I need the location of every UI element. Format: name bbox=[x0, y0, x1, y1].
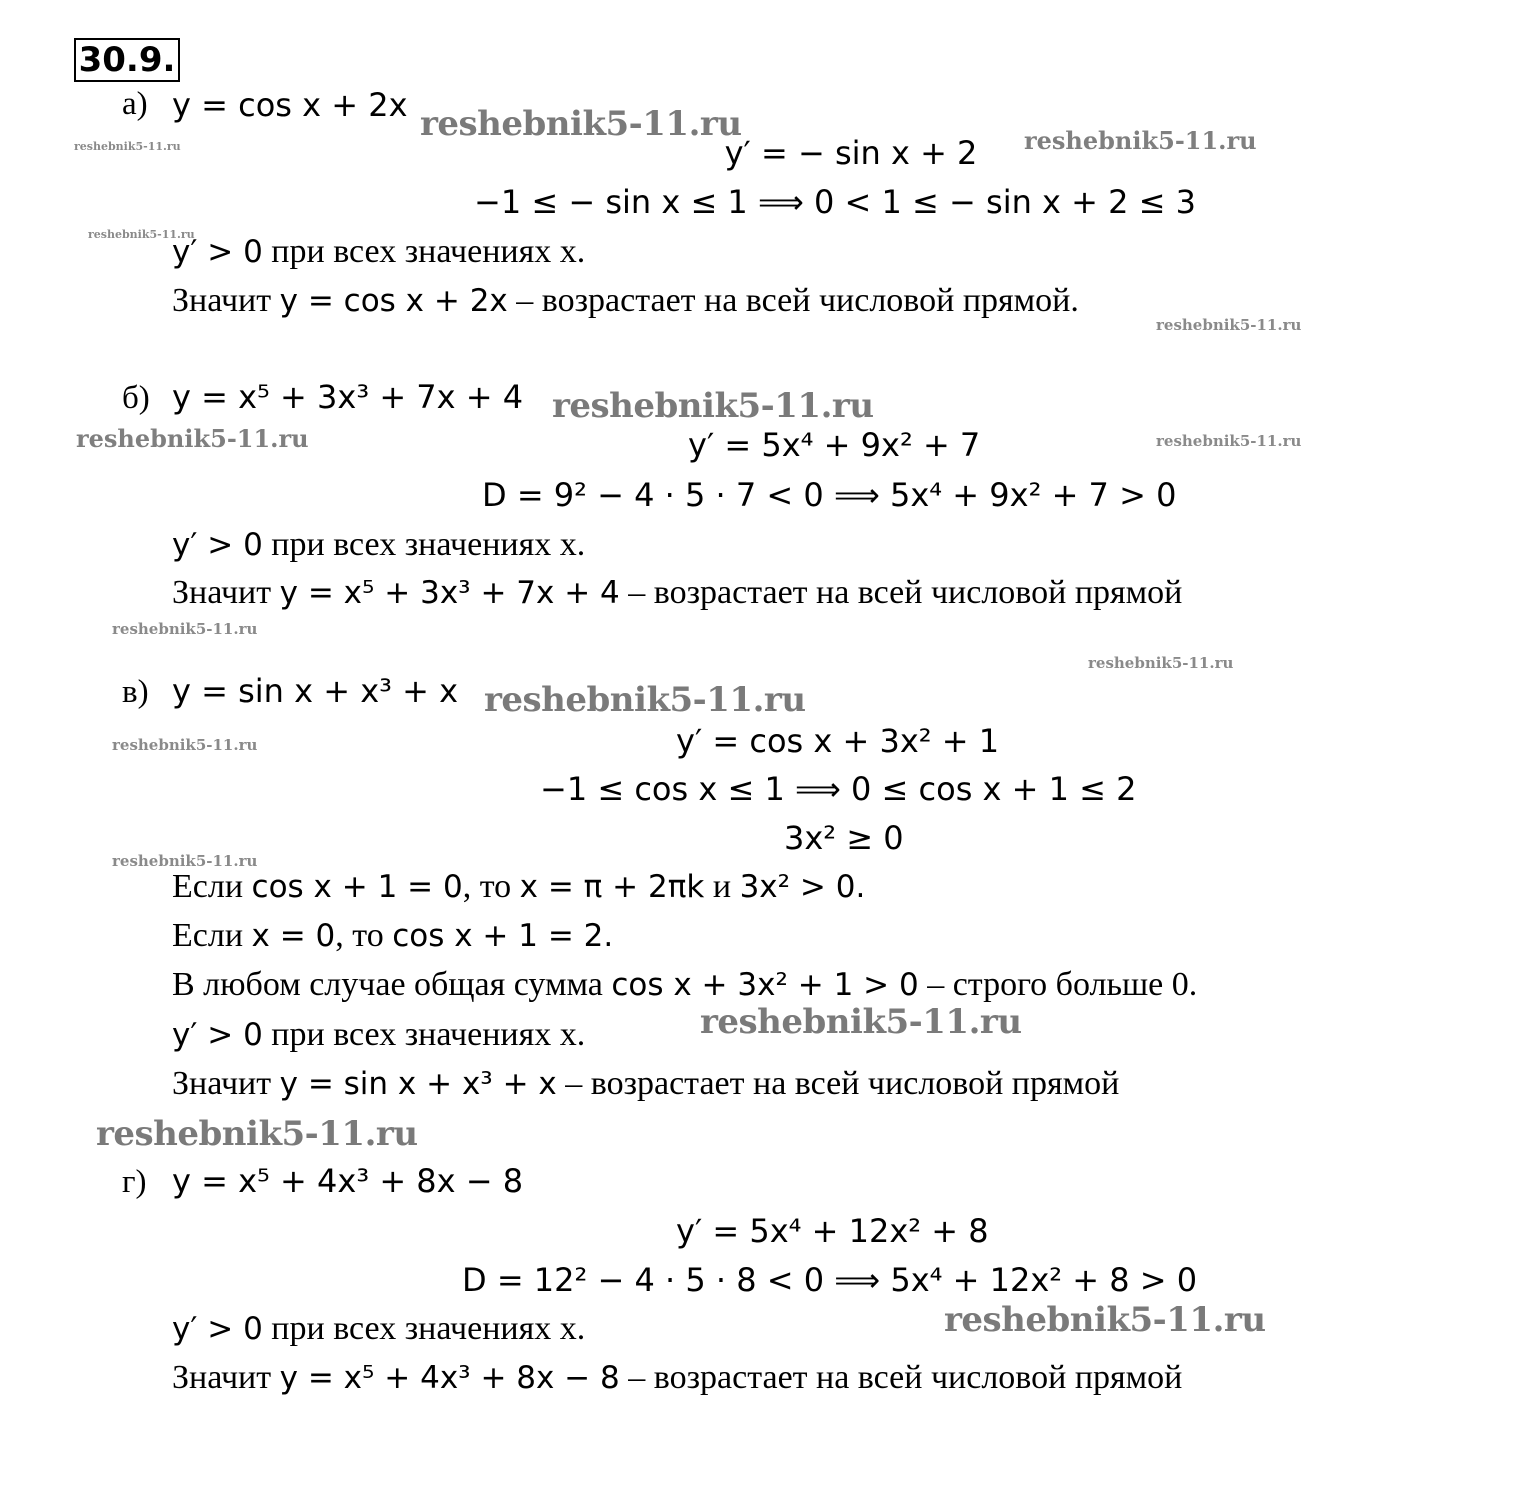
watermark: reshebnik5-11.ru bbox=[944, 1300, 1266, 1340]
watermark: reshebnik5-11.ru bbox=[1156, 432, 1302, 450]
part-b-label: б) bbox=[122, 380, 150, 416]
watermark: reshebnik5-11.ru bbox=[552, 386, 874, 426]
part-v-function: y = sin x + x³ + x bbox=[172, 672, 459, 710]
note-1-math-f: 3x² > 0. bbox=[739, 869, 866, 905]
watermark: reshebnik5-11.ru bbox=[1156, 316, 1302, 334]
watermark: reshebnik5-11.ru bbox=[74, 140, 181, 153]
part-v-note-3 bbox=[172, 966, 1197, 1004]
part-b-conclusion bbox=[172, 574, 1182, 612]
part-v-note-1 bbox=[172, 868, 865, 906]
part-b-positive-math: y′ > 0 bbox=[172, 527, 263, 563]
part-a-derivative: y′ = − sin x + 2 bbox=[724, 134, 978, 172]
part-v-step-1: −1 ≤ cos x ≤ 1 ⟹ 0 ≤ cos x + 1 ≤ 2 bbox=[540, 770, 1137, 808]
part-v-derivative: y′ = cos x + 3x² + 1 bbox=[676, 722, 1000, 760]
part-g-positive-text: при всех значениях x. bbox=[262, 1310, 586, 1347]
note-2-text-c: , то bbox=[335, 917, 393, 954]
watermark: reshebnik5-11.ru bbox=[112, 736, 258, 754]
part-v-positive-text: при всех значениях x. bbox=[262, 1016, 586, 1053]
part-g-step-1: D = 12² − 4 · 5 · 8 < 0 ⟹ 5x⁴ + 12x² + 8 > 0 bbox=[462, 1261, 1198, 1299]
note-3-text-c: – строго больше 0. bbox=[918, 966, 1198, 1003]
part-v-step-2: 3x² ≥ 0 bbox=[784, 819, 904, 857]
watermark: reshebnik5-11.ru bbox=[1024, 126, 1257, 155]
watermark: reshebnik5-11.ru bbox=[112, 852, 258, 870]
note-1-math-d: x = π + 2πk bbox=[519, 869, 705, 905]
part-g-derivative: y′ = 5x⁴ + 12x² + 8 bbox=[676, 1212, 989, 1250]
part-a-conclusion-prefix: Значит bbox=[172, 282, 280, 319]
note-2-math-b: x = 0 bbox=[251, 918, 336, 954]
part-b-conclusion-suffix: – возрастает на всей числовой прямой bbox=[619, 574, 1183, 611]
part-g-conclusion-suffix: – возрастает на всей числовой прямой bbox=[619, 1359, 1183, 1396]
part-g-label: г) bbox=[122, 1164, 147, 1200]
part-v-label: в) bbox=[122, 674, 149, 710]
part-b-positive bbox=[172, 526, 585, 564]
part-a-positive-math: y′ > 0 bbox=[172, 234, 263, 270]
part-a-positive-text: при всех значениях x. bbox=[262, 233, 586, 270]
part-v-positive-math: y′ > 0 bbox=[172, 1017, 263, 1053]
watermark: reshebnik5-11.ru bbox=[96, 1114, 418, 1154]
part-g-conclusion-prefix: Значит bbox=[172, 1359, 280, 1396]
note-1-text-a: Если bbox=[172, 868, 252, 905]
part-b-function: y = x⁵ + 3x³ + 7x + 4 bbox=[172, 378, 524, 416]
watermark: reshebnik5-11.ru bbox=[88, 228, 195, 241]
note-1-text-e: и bbox=[704, 868, 740, 905]
part-v-conclusion bbox=[172, 1065, 1119, 1103]
part-v-conclusion-func: y = sin x + x³ + x bbox=[279, 1066, 557, 1102]
part-a-conclusion-suffix: – возрастает на всей числовой прямой. bbox=[507, 282, 1079, 319]
part-v-note-2 bbox=[172, 917, 613, 955]
watermark: reshebnik5-11.ru bbox=[700, 1002, 1022, 1042]
part-a-conclusion-func: y = cos x + 2x bbox=[279, 283, 508, 319]
note-3-text-a: В любом случае общая сумма bbox=[172, 966, 612, 1003]
note-3-math-b: cos x + 3x² + 1 > 0 bbox=[611, 967, 919, 1003]
part-g-positive-math: y′ > 0 bbox=[172, 1311, 263, 1347]
note-2-math-d: cos x + 1 = 2. bbox=[392, 918, 614, 954]
part-g-conclusion-func: y = x⁵ + 4x³ + 8x − 8 bbox=[279, 1360, 620, 1396]
watermark: reshebnik5-11.ru bbox=[1088, 654, 1234, 672]
part-b-positive-text: при всех значениях x. bbox=[262, 526, 586, 563]
part-b-step-1: D = 9² − 4 · 5 · 7 < 0 ⟹ 5x⁴ + 9x² + 7 > 0 bbox=[482, 476, 1177, 514]
part-a-label: а) bbox=[122, 86, 148, 122]
note-1-math-b: cos x + 1 = 0 bbox=[251, 869, 463, 905]
part-a-positive bbox=[172, 233, 585, 271]
part-b-conclusion-prefix: Значит bbox=[172, 574, 280, 611]
part-g-function: y = x⁵ + 4x³ + 8x − 8 bbox=[172, 1162, 524, 1200]
part-a-step-1: −1 ≤ − sin x ≤ 1 ⟹ 0 < 1 ≤ − sin x + 2 ≤ 3 bbox=[474, 183, 1196, 221]
problem-number: 30.9. bbox=[74, 38, 180, 82]
part-a-conclusion bbox=[172, 282, 1079, 320]
watermark: reshebnik5-11.ru bbox=[484, 680, 806, 720]
part-a-function: y = cos x + 2x bbox=[172, 86, 408, 124]
watermark: reshebnik5-11.ru bbox=[112, 620, 258, 638]
note-2-text-a: Если bbox=[172, 917, 252, 954]
part-g-positive bbox=[172, 1310, 585, 1348]
watermark: reshebnik5-11.ru bbox=[420, 104, 742, 144]
note-1-text-c: , то bbox=[462, 868, 520, 905]
part-b-conclusion-func: y = x⁵ + 3x³ + 7x + 4 bbox=[279, 575, 620, 611]
part-b-derivative: y′ = 5x⁴ + 9x² + 7 bbox=[688, 426, 981, 464]
part-v-conclusion-prefix: Значит bbox=[172, 1065, 280, 1102]
part-g-conclusion bbox=[172, 1359, 1182, 1397]
part-v-conclusion-suffix: – возрастает на всей числовой прямой bbox=[556, 1065, 1120, 1102]
watermark: reshebnik5-11.ru bbox=[76, 424, 309, 453]
part-v-positive bbox=[172, 1016, 585, 1054]
